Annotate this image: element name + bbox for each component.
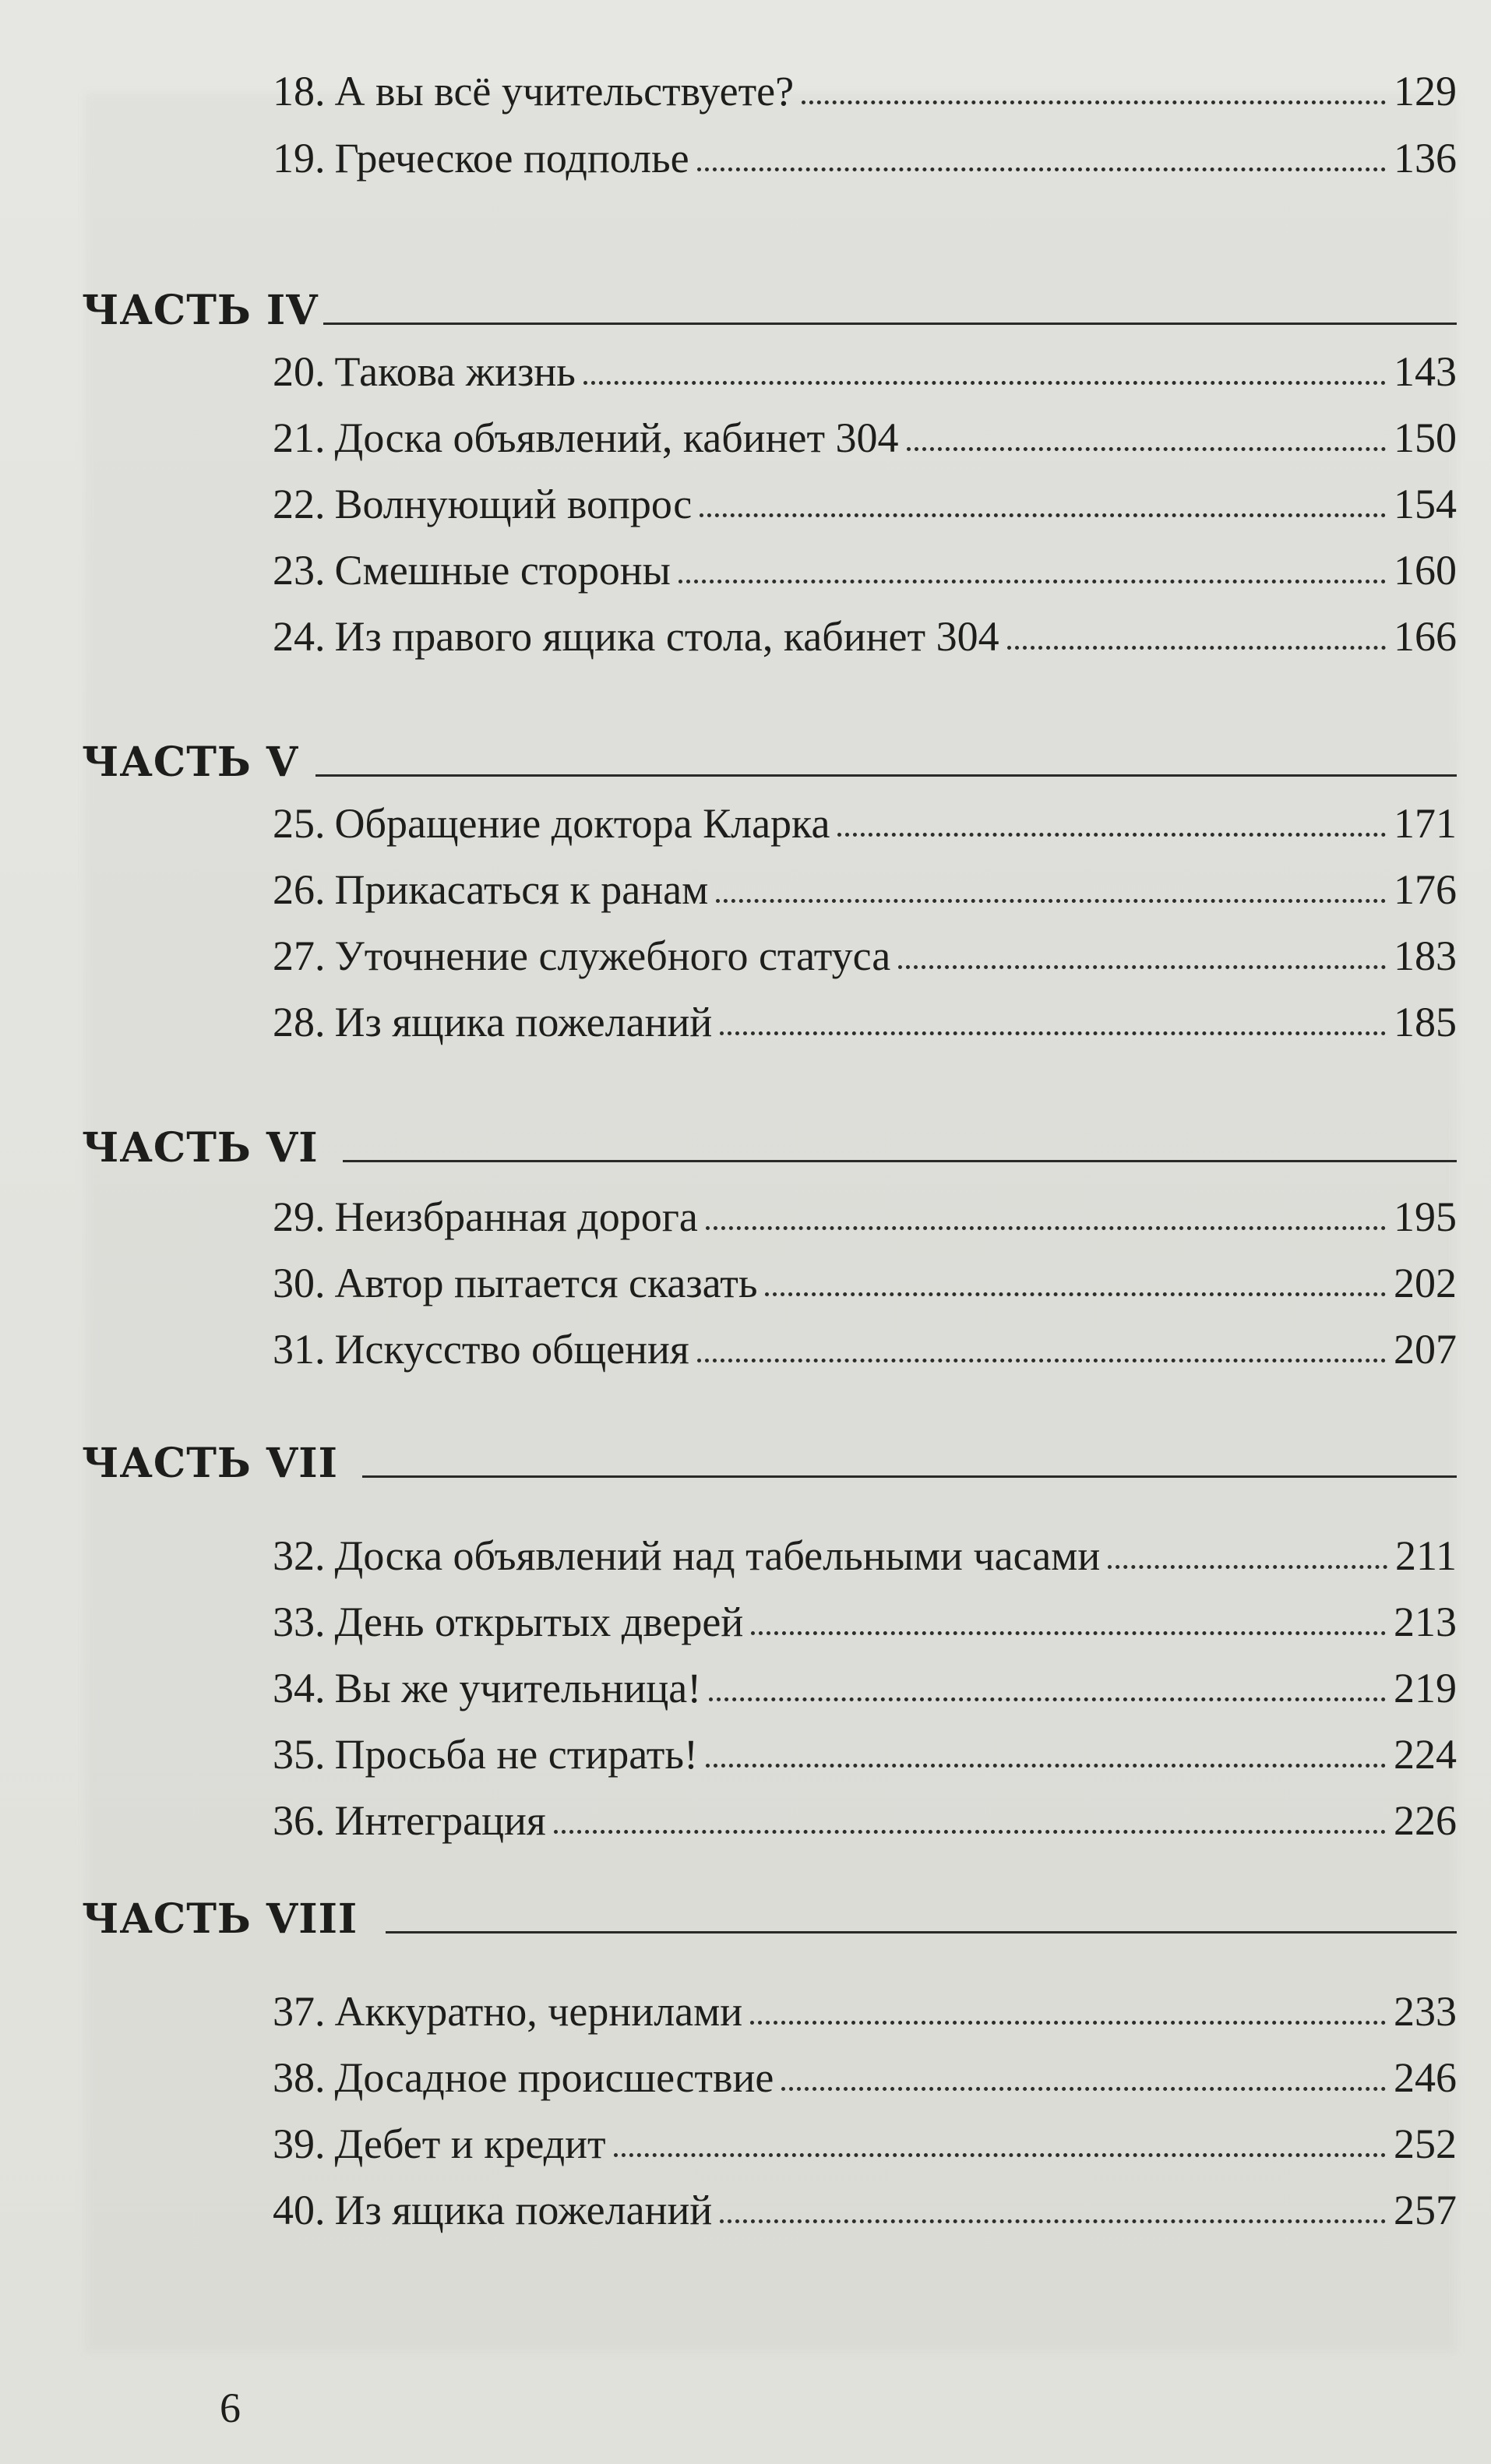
entry-title: Волнующий вопрос <box>334 481 693 527</box>
leader-dots <box>907 446 1386 451</box>
entry-number: 26. <box>273 866 326 913</box>
leader-dots <box>709 1697 1386 1701</box>
leader-dots <box>720 2219 1386 2223</box>
entry-page: 154 <box>1394 481 1457 527</box>
entry-number: 36. <box>273 1797 326 1844</box>
part-rule <box>362 1475 1457 1478</box>
entry-number: 21. <box>273 414 326 461</box>
toc-entry-40 <box>273 2181 1457 2231</box>
part-heading-vii <box>82 1422 1457 1487</box>
entry-page: 185 <box>1394 999 1457 1045</box>
toc-entry-37 <box>273 1983 1457 2035</box>
entry-page: 252 <box>1394 2120 1457 2167</box>
leader-dots <box>706 1225 1386 1230</box>
entry-page: 176 <box>1394 866 1457 913</box>
entry-title: Прикасаться к ранам <box>334 866 709 913</box>
leader-dots <box>697 167 1386 171</box>
leader-dots <box>898 964 1386 969</box>
toc-entry-27 <box>273 927 1457 977</box>
entry-page: 202 <box>1394 1260 1457 1306</box>
entry-number: 18. <box>273 68 326 115</box>
entry-title: Из ящика пожеланий <box>334 2187 713 2233</box>
entry-title: Из ящика пожеланий <box>334 999 713 1045</box>
leader-dots <box>614 2152 1386 2157</box>
part-title: ЧАСТЬ VI <box>82 1124 319 1172</box>
toc-entry-24 <box>273 608 1457 660</box>
entry-page: 195 <box>1394 1193 1457 1240</box>
entry-page: 207 <box>1394 1326 1457 1373</box>
toc-entry-28 <box>273 993 1457 1043</box>
entry-title: Доска объявлений над табельными часами <box>334 1532 1101 1579</box>
leader-dots <box>679 579 1386 583</box>
part-rule <box>323 323 1457 325</box>
leader-dots <box>697 1358 1386 1362</box>
entry-number: 37. <box>273 1988 326 2035</box>
toc-entry-35 <box>273 1726 1457 1778</box>
leader-dots <box>720 1031 1386 1035</box>
entry-page: 257 <box>1394 2187 1457 2233</box>
entry-title: Из правого ящика стола, кабинет 304 <box>334 613 999 660</box>
leader-dots <box>1108 1564 1387 1569</box>
entry-title: Смешные стороны <box>334 547 671 594</box>
entry-page: 166 <box>1394 613 1457 660</box>
entry-page: 213 <box>1394 1599 1457 1645</box>
toc-entry-33 <box>273 1593 1457 1643</box>
entry-title: Доска объявлений, кабинет 304 <box>334 414 899 461</box>
entry-title: А вы всё учительствуете? <box>334 68 795 115</box>
leader-dots <box>554 1829 1386 1834</box>
entry-title: Такова жизнь <box>334 348 576 395</box>
entry-number: 23. <box>273 547 326 594</box>
entry-title: Аккуратно, чернилами <box>334 1988 743 2035</box>
entry-title: Вы же учительница! <box>334 1665 702 1711</box>
toc-entry-39 <box>273 2115 1457 2165</box>
entry-title: Греческое подполье <box>334 135 689 182</box>
entry-title: Досадное происшествие <box>334 2054 774 2101</box>
entry-number: 29. <box>273 1193 326 1240</box>
entry-page: 224 <box>1394 1731 1457 1778</box>
toc-entry-34 <box>273 1659 1457 1709</box>
toc-entry-25 <box>273 795 1457 847</box>
toc-entry-32 <box>273 1527 1457 1577</box>
part-heading-iv <box>82 269 1457 334</box>
entry-page: 171 <box>1394 800 1457 847</box>
part-title: ЧАСТЬ VII <box>82 1440 338 1487</box>
leader-dots <box>802 100 1386 104</box>
entry-number: 22. <box>273 481 326 527</box>
entry-number: 25. <box>273 800 326 847</box>
entry-page: 160 <box>1394 547 1457 594</box>
toc-entry-36 <box>273 1792 1457 1842</box>
leader-dots <box>700 513 1386 517</box>
toc-entry-31 <box>273 1320 1457 1373</box>
entry-page: 211 <box>1395 1532 1457 1579</box>
part-rule <box>343 1160 1457 1162</box>
entry-number: 31. <box>273 1326 326 1373</box>
entry-page: 150 <box>1394 414 1457 461</box>
entry-number: 30. <box>273 1260 326 1306</box>
toc-entry-19 <box>273 129 1457 182</box>
entry-number: 33. <box>273 1599 326 1645</box>
entry-page: 226 <box>1394 1797 1457 1844</box>
part-heading-v <box>82 721 1457 786</box>
toc-entry-29 <box>273 1188 1457 1238</box>
part-rule <box>386 1931 1457 1933</box>
leader-dots <box>716 898 1386 903</box>
toc-entry-18 <box>273 62 1457 115</box>
page-number: 6 <box>220 2385 241 2431</box>
entry-title: Дебет и кредит <box>334 2120 606 2167</box>
entry-title: Просьба не стирать! <box>334 1731 698 1778</box>
part-title: ЧАСТЬ V <box>82 738 299 786</box>
entry-title: Уточнение служебного статуса <box>334 932 891 979</box>
toc-entry-20 <box>273 343 1457 393</box>
entry-number: 27. <box>273 932 326 979</box>
part-title: ЧАСТЬ IV <box>82 287 319 334</box>
leader-dots <box>837 832 1386 837</box>
entry-number: 34. <box>273 1665 326 1711</box>
part-heading-vi <box>82 1106 1457 1172</box>
part-title: ЧАСТЬ VIII <box>82 1895 358 1943</box>
entry-number: 40. <box>273 2187 326 2233</box>
part-heading-viii <box>82 1877 1457 1943</box>
toc-entry-22 <box>273 475 1457 525</box>
entry-title: Автор пытается сказать <box>334 1260 758 1306</box>
part-rule <box>315 774 1457 777</box>
entry-page: 219 <box>1394 1665 1457 1711</box>
leader-dots <box>781 2086 1386 2091</box>
leader-dots <box>706 1763 1386 1768</box>
toc-entry-23 <box>273 541 1457 594</box>
leader-dots <box>583 380 1386 385</box>
entry-page: 143 <box>1394 348 1457 395</box>
toc-entry-38 <box>273 2049 1457 2099</box>
entry-page: 233 <box>1394 1988 1457 2035</box>
entry-page: 136 <box>1394 135 1457 182</box>
entry-title: Интеграция <box>334 1797 546 1844</box>
toc-entry-30 <box>273 1254 1457 1304</box>
entry-title: Обращение доктора Кларка <box>334 800 830 847</box>
entry-number: 32. <box>273 1532 326 1579</box>
toc-entry-26 <box>273 861 1457 911</box>
entry-number: 20. <box>273 348 326 395</box>
entry-title: День открытых дверей <box>334 1599 744 1645</box>
entry-page: 246 <box>1394 2054 1457 2101</box>
entry-number: 19. <box>273 135 326 182</box>
entry-number: 38. <box>273 2054 326 2101</box>
entry-number: 35. <box>273 1731 326 1778</box>
toc-entry-21 <box>273 409 1457 459</box>
entry-number: 24. <box>273 613 326 660</box>
leader-dots <box>751 1630 1386 1635</box>
entry-title: Искусство общения <box>334 1326 689 1373</box>
leader-dots <box>1007 645 1386 650</box>
entry-page: 183 <box>1394 932 1457 979</box>
entry-page: 129 <box>1394 68 1457 115</box>
entry-number: 28. <box>273 999 326 1045</box>
leader-dots <box>750 2020 1386 2025</box>
entry-number: 39. <box>273 2120 326 2167</box>
leader-dots <box>765 1292 1386 1296</box>
entry-title: Неизбранная дорога <box>334 1193 698 1240</box>
